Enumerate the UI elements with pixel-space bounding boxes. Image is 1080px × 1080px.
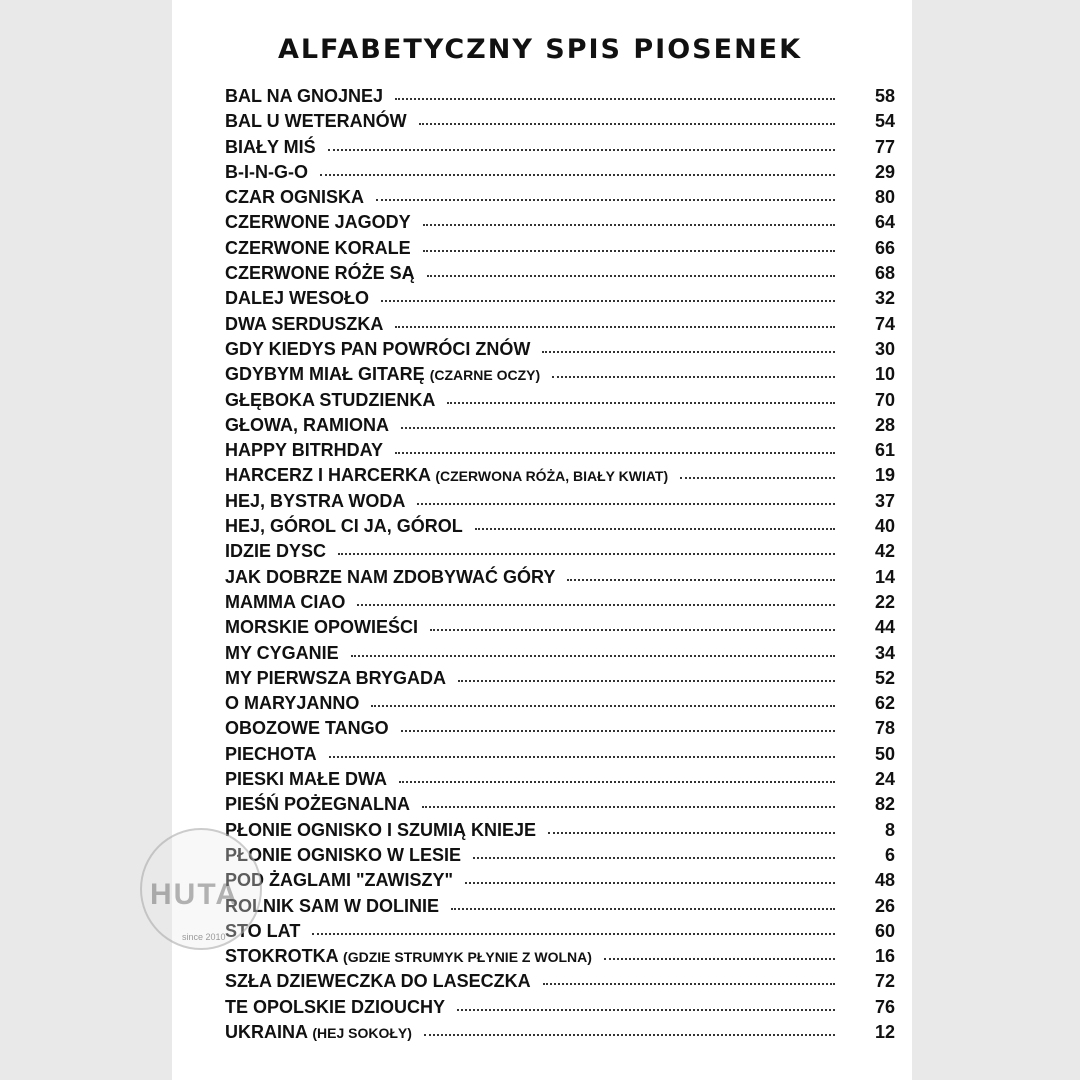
- page-number: 64: [874, 212, 895, 233]
- page-number: 68: [874, 263, 895, 284]
- toc-row: [225, 894, 895, 919]
- dot-leader: [399, 781, 835, 783]
- toc-row: [225, 160, 895, 185]
- page-number: 74: [874, 313, 895, 334]
- toc-row: [225, 742, 895, 767]
- song-subtitle: (HEJ SOKOŁY): [312, 1024, 412, 1041]
- page-number: 28: [874, 414, 895, 435]
- page-number: 77: [874, 136, 895, 157]
- song-title: MORSKIE OPOWIEŚCI: [225, 617, 419, 638]
- song-title: POD ŻAGLAMI "ZAWISZY": [225, 870, 454, 891]
- page-number: 60: [874, 920, 895, 941]
- dot-leader: [395, 326, 835, 328]
- toc-row: [225, 944, 895, 969]
- page-number: 52: [874, 667, 895, 688]
- dot-leader: [351, 655, 835, 657]
- song-title: OBOZOWE TANGO: [225, 718, 389, 739]
- page-number: 10: [874, 364, 895, 385]
- page-number: 19: [874, 465, 895, 486]
- song-title: B-I-N-G-O: [225, 161, 308, 182]
- song-title: CZERWONE KORALE: [225, 237, 411, 258]
- song-title: HEJ, GÓROL CI JA, GÓROL: [225, 516, 463, 537]
- toc-row: [225, 995, 895, 1020]
- dot-leader: [465, 882, 835, 884]
- song-title: PŁONIE OGNISKO W LESIE: [225, 844, 462, 865]
- toc-row: [225, 767, 895, 792]
- dot-leader: [473, 857, 835, 859]
- dot-leader: [427, 275, 835, 277]
- dot-leader: [371, 705, 835, 707]
- toc-row: [225, 716, 895, 741]
- toc-row: [225, 337, 895, 362]
- toc-row: [225, 565, 895, 590]
- song-subtitle: (CZARNE OCZY): [429, 367, 541, 384]
- page-number: 12: [874, 1021, 895, 1042]
- page-number: 29: [874, 161, 895, 182]
- dot-leader: [457, 1009, 835, 1011]
- song-title: ROLNIK SAM W DOLINIE: [225, 895, 439, 916]
- song-subtitle: (GDZIE STRUMYK PŁYNIE Z WOLNA): [343, 949, 592, 966]
- page-number: 76: [874, 996, 895, 1017]
- toc-row: [225, 792, 895, 817]
- page-number: 72: [874, 971, 895, 992]
- song-title: UKRAINA (HEJ SOKOŁY): [225, 1021, 412, 1042]
- page-number: 66: [874, 237, 895, 258]
- page-number: 48: [874, 870, 895, 891]
- toc-row: [225, 514, 895, 539]
- toc-row: [225, 691, 895, 716]
- dot-leader: [430, 629, 835, 631]
- song-title: HARCERZ I HARCERKA (CZERWONA RÓŻA, BIAŁY KWIAT): [225, 465, 669, 486]
- toc-row: [225, 210, 895, 235]
- dot-leader: [548, 832, 835, 834]
- song-title: GDY KIEDYS PAN POWRÓCI ZNÓW: [225, 338, 531, 359]
- toc-row: [225, 362, 895, 387]
- dot-leader: [447, 402, 835, 404]
- song-title: MAMMA CIAO: [225, 591, 346, 612]
- watermark-tagline: since 2010: [182, 932, 226, 942]
- toc-row: [225, 463, 895, 488]
- dot-leader: [381, 300, 835, 302]
- toc-row: [225, 312, 895, 337]
- page-number: 50: [874, 743, 895, 764]
- song-title: CZERWONE RÓŻE SĄ: [225, 263, 415, 284]
- toc-row: [225, 286, 895, 311]
- toc-row: [225, 135, 895, 160]
- dot-leader: [401, 730, 835, 732]
- dot-leader: [395, 98, 835, 100]
- toc-row: [225, 868, 895, 893]
- dot-leader: [680, 477, 835, 479]
- song-title: DWA SERDUSZKA: [225, 313, 384, 334]
- page-number: 54: [874, 111, 895, 132]
- song-title: CZAR OGNISKA: [225, 187, 364, 208]
- toc-row: [225, 843, 895, 868]
- page-number: 22: [874, 591, 895, 612]
- dot-leader: [424, 1034, 835, 1036]
- song-title: STOKROTKA (GDZIE STRUMYK PŁYNIE Z WOLNA): [225, 946, 592, 967]
- page-number: 42: [874, 541, 895, 562]
- song-title: BIAŁY MIŚ: [225, 136, 316, 157]
- dot-leader: [329, 756, 835, 758]
- toc-row: [225, 615, 895, 640]
- song-title: MY PIERWSZA BRYGADA: [225, 667, 447, 688]
- page-number: 26: [874, 895, 895, 916]
- page-number: 37: [874, 490, 895, 511]
- dot-leader: [395, 452, 835, 454]
- page-number: 16: [874, 946, 895, 967]
- song-title: JAK DOBRZE NAM ZDOBYWAĆ GÓRY: [225, 566, 556, 587]
- dot-leader: [312, 933, 835, 935]
- page-number: 24: [874, 769, 895, 790]
- toc-row: [225, 388, 895, 413]
- page-number: 40: [874, 516, 895, 537]
- page-number: 34: [874, 642, 895, 663]
- page-number: 78: [874, 718, 895, 739]
- toc-row: [225, 261, 895, 286]
- song-title: PŁONIE OGNISKO I SZUMIĄ KNIEJE: [225, 819, 537, 840]
- page-number: 62: [874, 693, 895, 714]
- song-title: CZERWONE JAGODY: [225, 212, 411, 233]
- dot-leader: [552, 376, 835, 378]
- song-subtitle: (CZERWONA RÓŻA, BIAŁY KWIAT): [435, 468, 669, 485]
- toc-row: [225, 84, 895, 109]
- toc-row: [225, 438, 895, 463]
- page-number: 44: [874, 617, 895, 638]
- toc-row: [225, 185, 895, 210]
- toc-row: [225, 413, 895, 438]
- page-number: 32: [874, 288, 895, 309]
- song-title: GŁĘBOKA STUDZIENKA: [225, 389, 436, 410]
- toc-row: [225, 236, 895, 261]
- dot-leader: [357, 604, 835, 606]
- page-number: 82: [874, 794, 895, 815]
- song-title: PIECHOTA: [225, 743, 317, 764]
- page-number: 80: [874, 187, 895, 208]
- dot-leader: [423, 250, 835, 252]
- page-number: 30: [874, 338, 895, 359]
- dot-leader: [451, 908, 835, 910]
- dot-leader: [604, 958, 835, 960]
- song-title: BAL NA GNOJNEJ: [225, 86, 384, 106]
- song-title: MY CYGANIE: [225, 642, 339, 663]
- song-title: DALEJ WESOŁO: [225, 288, 370, 309]
- dot-leader: [475, 528, 835, 530]
- song-title: PIEŚŃ POŻEGNALNA: [225, 794, 411, 815]
- toc-row: [225, 818, 895, 843]
- page-number: 61: [874, 440, 895, 461]
- page-number: 8: [884, 819, 895, 840]
- toc-row: [225, 919, 895, 944]
- page-number: 14: [874, 566, 895, 587]
- dot-leader: [458, 680, 835, 682]
- page-title: ALFABETYCZNY SPIS PIOSENEK: [277, 34, 803, 65]
- dot-leader: [542, 351, 835, 353]
- toc-row: [225, 489, 895, 514]
- song-title: BAL U WETERANÓW: [225, 111, 407, 132]
- dot-leader: [422, 806, 835, 808]
- song-title: O MARYJANNO: [225, 693, 360, 714]
- song-title: GŁOWA, RAMIONA: [225, 414, 389, 435]
- song-title: HAPPY BITRHDAY: [225, 440, 384, 461]
- toc-row: [225, 666, 895, 691]
- dot-leader: [567, 579, 835, 581]
- dot-leader: [417, 503, 835, 505]
- dot-leader: [320, 174, 835, 176]
- toc-row: [225, 969, 895, 994]
- dot-leader: [338, 553, 835, 555]
- toc-row: [225, 1020, 895, 1045]
- page-number: 70: [874, 389, 895, 410]
- song-title: GDYBYM MIAŁ GITARĘ (CZARNE OCZY): [225, 364, 541, 385]
- toc-row: [225, 109, 895, 134]
- toc-row: [225, 641, 895, 666]
- dot-leader: [328, 149, 835, 151]
- song-title: TE OPOLSKIE DZIOUCHY: [225, 996, 446, 1017]
- dot-leader: [419, 123, 835, 125]
- page-number: 58: [874, 86, 895, 106]
- dot-leader: [376, 199, 835, 201]
- watermark-logo: HUTA: [150, 878, 240, 911]
- song-title: HEJ, BYSTRA WODA: [225, 490, 406, 511]
- dot-leader: [543, 983, 835, 985]
- song-title: STO LAT: [225, 920, 301, 941]
- song-title: SZŁA DZIEWECZKA DO LASECZKA: [225, 971, 531, 992]
- song-title: IDZIE DYSC: [225, 541, 327, 562]
- song-index-list: [225, 84, 895, 1045]
- song-title: PIESKI MAŁE DWA: [225, 769, 388, 790]
- dot-leader: [401, 427, 835, 429]
- dot-leader: [423, 224, 835, 226]
- page-number: 6: [884, 844, 895, 865]
- toc-row: [225, 539, 895, 564]
- toc-row: [225, 590, 895, 615]
